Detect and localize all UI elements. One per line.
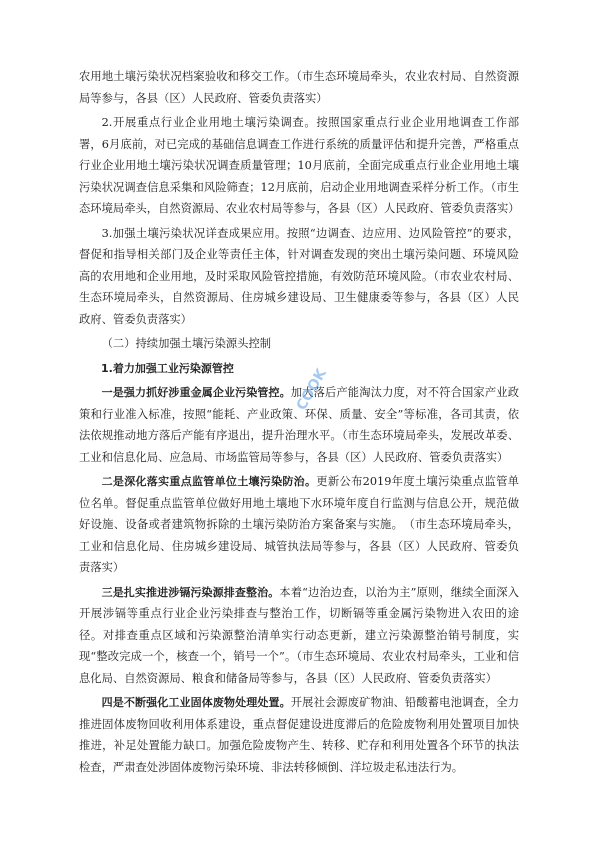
paragraph-4-body: 加大落后产能淘汰力度，对不符合国家产业政策和行业准入标准，按照“能耗、产业政策、环保、质量、安全”等标准，各司其责，依法依规推动地方落后产能有序退出，提升治理水平。（市生态环境局牵头，发展改革委、工业和信息化局、应急局、市场监管局等参与，各县（区）人民政府、管委负责落实） (79, 386, 519, 464)
paragraph-5-lead: 二是深化落实重点监管单位土壤污染防治。 (101, 475, 317, 488)
paragraph-7-body: 开展社会源废矿物油、铅酸蓄电池调查，全力推进固体废物回收利用体系建设，重点督促建设进度滞后的危险废物利用处置项目加快推进，补足处置能力缺口。加强危险废物产生、转移、贮存和利用处置各个环节的执法检查，严肃查处涉固体废物污染环境、非法转移倾倒、洋垃圾走私违法行为。 (79, 696, 519, 774)
paragraph-7-lead: 四是不断强化工业固体废物处理处置。 (101, 696, 291, 709)
paragraph-6 (79, 582, 519, 690)
paragraph-5 (79, 471, 519, 579)
paragraph-2: 2.开展重点行业企业用地土壤污染调查。按照国家重点行业企业用地调查工作部署，6月底前，对已完成的基础信息调查工作进行系统的质量评估和提升完善，严格重点行业企业用地土壤污染状况调查质量管理；10月底前，全面完成重点行业企业用地土壤污染状况调查信息采集和风险筛查；12月底前，启动企业用地调查采样分析工作。（市生态环境局牵头，自然资源局、农业农村局等参与，各县（区）人民政府、管委负责落实） (79, 116, 520, 215)
subsection-heading: 1.着力加强工业污染源管控 (101, 361, 234, 375)
paragraph-3: 3.加强土壤污染状况详查成果应用。按照“边调查、边应用、边风险管控”的要求，督促和指导相关部门及企业等责任主体，针对调查发现的突出土壤污染问题、环境风险高的农用地和企业用地，及时采取风险管控措施，有效防范环境风险。（市农业农村局、生态环境局牵头，自然资源局、住房城乡建设局、卫生健康委等参与，各县（区）人民政府、管委负责落实） (79, 226, 519, 326)
paragraph-6-body: 本着“边治边查，以治为主”原则，继续全面深入开展涉镉等重点行业企业污染排查与整治工作，切断镉等重金属污染物进入农田的途径。对排查重点区域和污染源整治清单实行动态更新，建立污染源整治销号制度，实现“整改完成一个，核查一个，销号一个”。（市生态环境局、农业农村局牵头，工业和信息化局、自然资源局、粮食和储备局等参与，各县（区）人民政府、管委负责落实） (79, 585, 520, 685)
document-page (79, 66, 519, 778)
paragraph-1: 农用地土壤污染状况档案验收和移交工作。（市生态环境局牵头，农业农村局、自然资源局等参与，各县（区）人民政府、管委负责落实） (79, 70, 519, 105)
watermark-text: COOK (293, 366, 330, 414)
paragraph-7 (79, 692, 519, 778)
paragraph-4-lead: 一是强力抓好涉重金属企业污染管控。 (101, 386, 291, 399)
section-heading: （二）持续加强土壤污染源头控制 (101, 337, 272, 350)
paragraph-4 (79, 382, 519, 468)
paragraph-6-lead: 三是扎实推进涉镉污染源排查整治。 (101, 585, 280, 599)
paragraph-5-body: 更新公布2019年度土壤污染重点监管单位名单。督促重点监管单位做好用地土壤地下水环境年度自行监测与信息公开，规范做好设施、设备或者建筑物拆除的土壤污染防治方案备案与实施。 （市生态环境局牵头，工业和信息化局、住房城乡建设局、城管执法局等参与，各县（区）人民政府、管委负责落实） (79, 475, 519, 574)
